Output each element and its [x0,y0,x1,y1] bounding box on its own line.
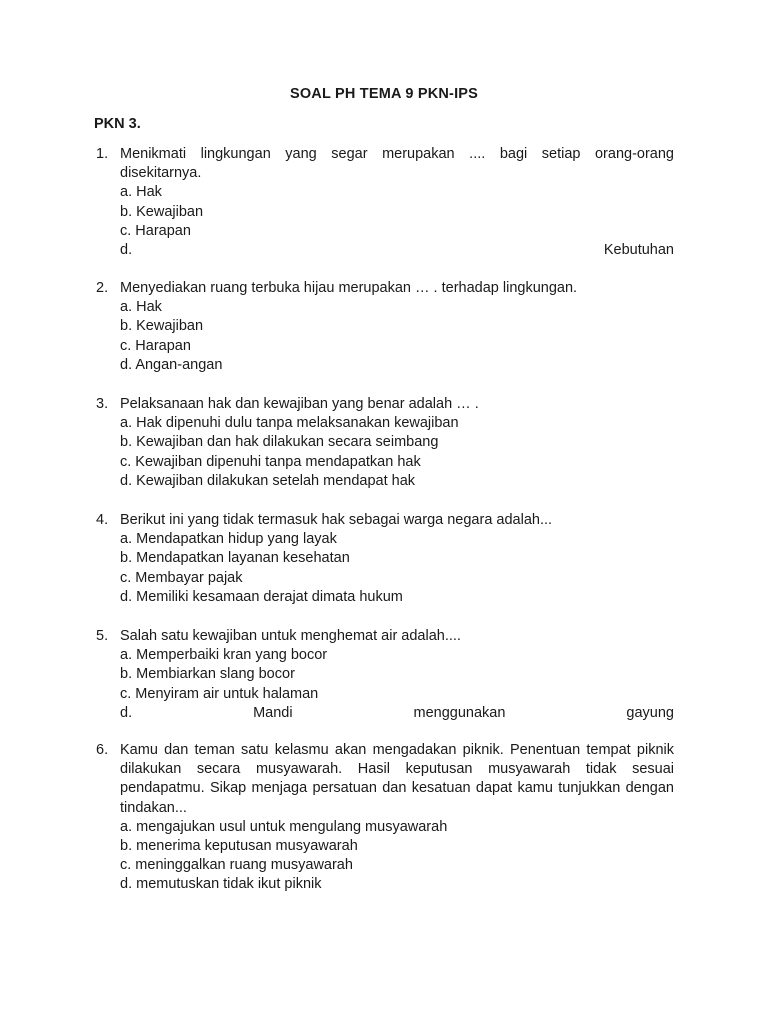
options-list [120,530,674,607]
option-a: a. Hak [120,299,162,316]
option-word: Mandi [253,704,293,721]
option-d [120,704,674,723]
option-word: gayung [626,704,674,721]
question-6 [96,741,674,895]
question-text: Salah satu kewajiban untuk menghemat air adalah.... [120,628,461,644]
question-text: Menyediakan ruang terbuka hijau merupakan … . terhadap lingkungan. [120,280,578,296]
question-number: 5. [96,628,109,644]
option-b: b. Kewajiban [120,203,204,220]
question-number: 2. [96,280,109,296]
question-5 [96,627,674,723]
question-number: 4. [96,512,109,528]
section-heading: PKN 3. [94,116,141,132]
option-b: b. Kewajiban [120,318,204,335]
options-list [120,183,674,260]
option-word: Kebutuhan [603,241,674,258]
option-c: c. Harapan [120,337,191,354]
question-2 [96,279,674,375]
option-d: d. Angan-angan [120,356,223,373]
option-a: a. mengajukan usul untuk mengulang musyawarah [120,818,448,835]
option-c: c. Menyiram air untuk halaman [120,685,319,702]
question-number: 1. [96,146,109,162]
option-a: a. Hak dipenuhi dulu tanpa melaksanakan kewajiban [120,415,459,432]
option-b: b. menerima keputusan musyawarah [120,838,358,854]
option-a: a. Memperbaiki kran yang bocor [120,647,328,664]
option-b: b. Kewajiban dan hak dilakukan secara seimbang [120,434,439,451]
question-4 [96,511,674,607]
options-list [120,414,674,491]
question-number: 6. [96,742,109,758]
option-word: d. [120,241,133,258]
option-d: d. memutuskan tidak ikut piknik [120,876,322,893]
option-b: b. Mendapatkan layanan kesehatan [120,550,350,567]
option-c: c. meninggalkan ruang musyawarah [120,857,353,874]
options-list [120,646,674,723]
question-text: Kamu dan teman satu kelasmu akan mengadakan piknik. Penentuan tempat piknik dilakukan secara musyawarah. Hasil keputusan musyawarah tidak sesuai pendapatmu. Sikap menjaga persatuan dan kesatuan dapat kamu tunjukkan dengan tindakan... [120,742,674,816]
question-number: 3. [96,396,109,412]
option-c: c. Harapan [120,222,191,239]
question-text: Berikut ini yang tidak termasuk hak sebagai warga negara adalah... [120,512,553,528]
page-title: SOAL PH TEMA 9 PKN-IPS [289,86,479,102]
question-3 [96,395,674,491]
option-a: a. Mendapatkan hidup yang layak [120,531,337,548]
question-text: Menikmati lingkungan yang segar merupakan .... bagi setiap orang-orang disekitarnya. [120,146,674,182]
question-text: Pelaksanaan hak dan kewajiban yang benar adalah … . [120,396,479,412]
option-d: d. Kewajiban dilakukan setelah mendapat hak [120,472,416,489]
option-d: d. Memiliki kesamaan derajat dimata hukum [120,588,403,605]
option-word: menggunakan [413,704,506,721]
option-b: b. Membiarkan slang bocor [120,666,295,683]
options-list [120,818,674,895]
option-d [120,241,674,260]
option-a: a. Hak [120,184,162,201]
option-c: c. Membayar pajak [120,569,243,586]
options-list [120,298,674,375]
option-c: c. Kewajiban dipenuhi tanpa mendapatkan hak [120,453,421,470]
option-word: d. [120,704,133,721]
question-1 [96,145,674,260]
